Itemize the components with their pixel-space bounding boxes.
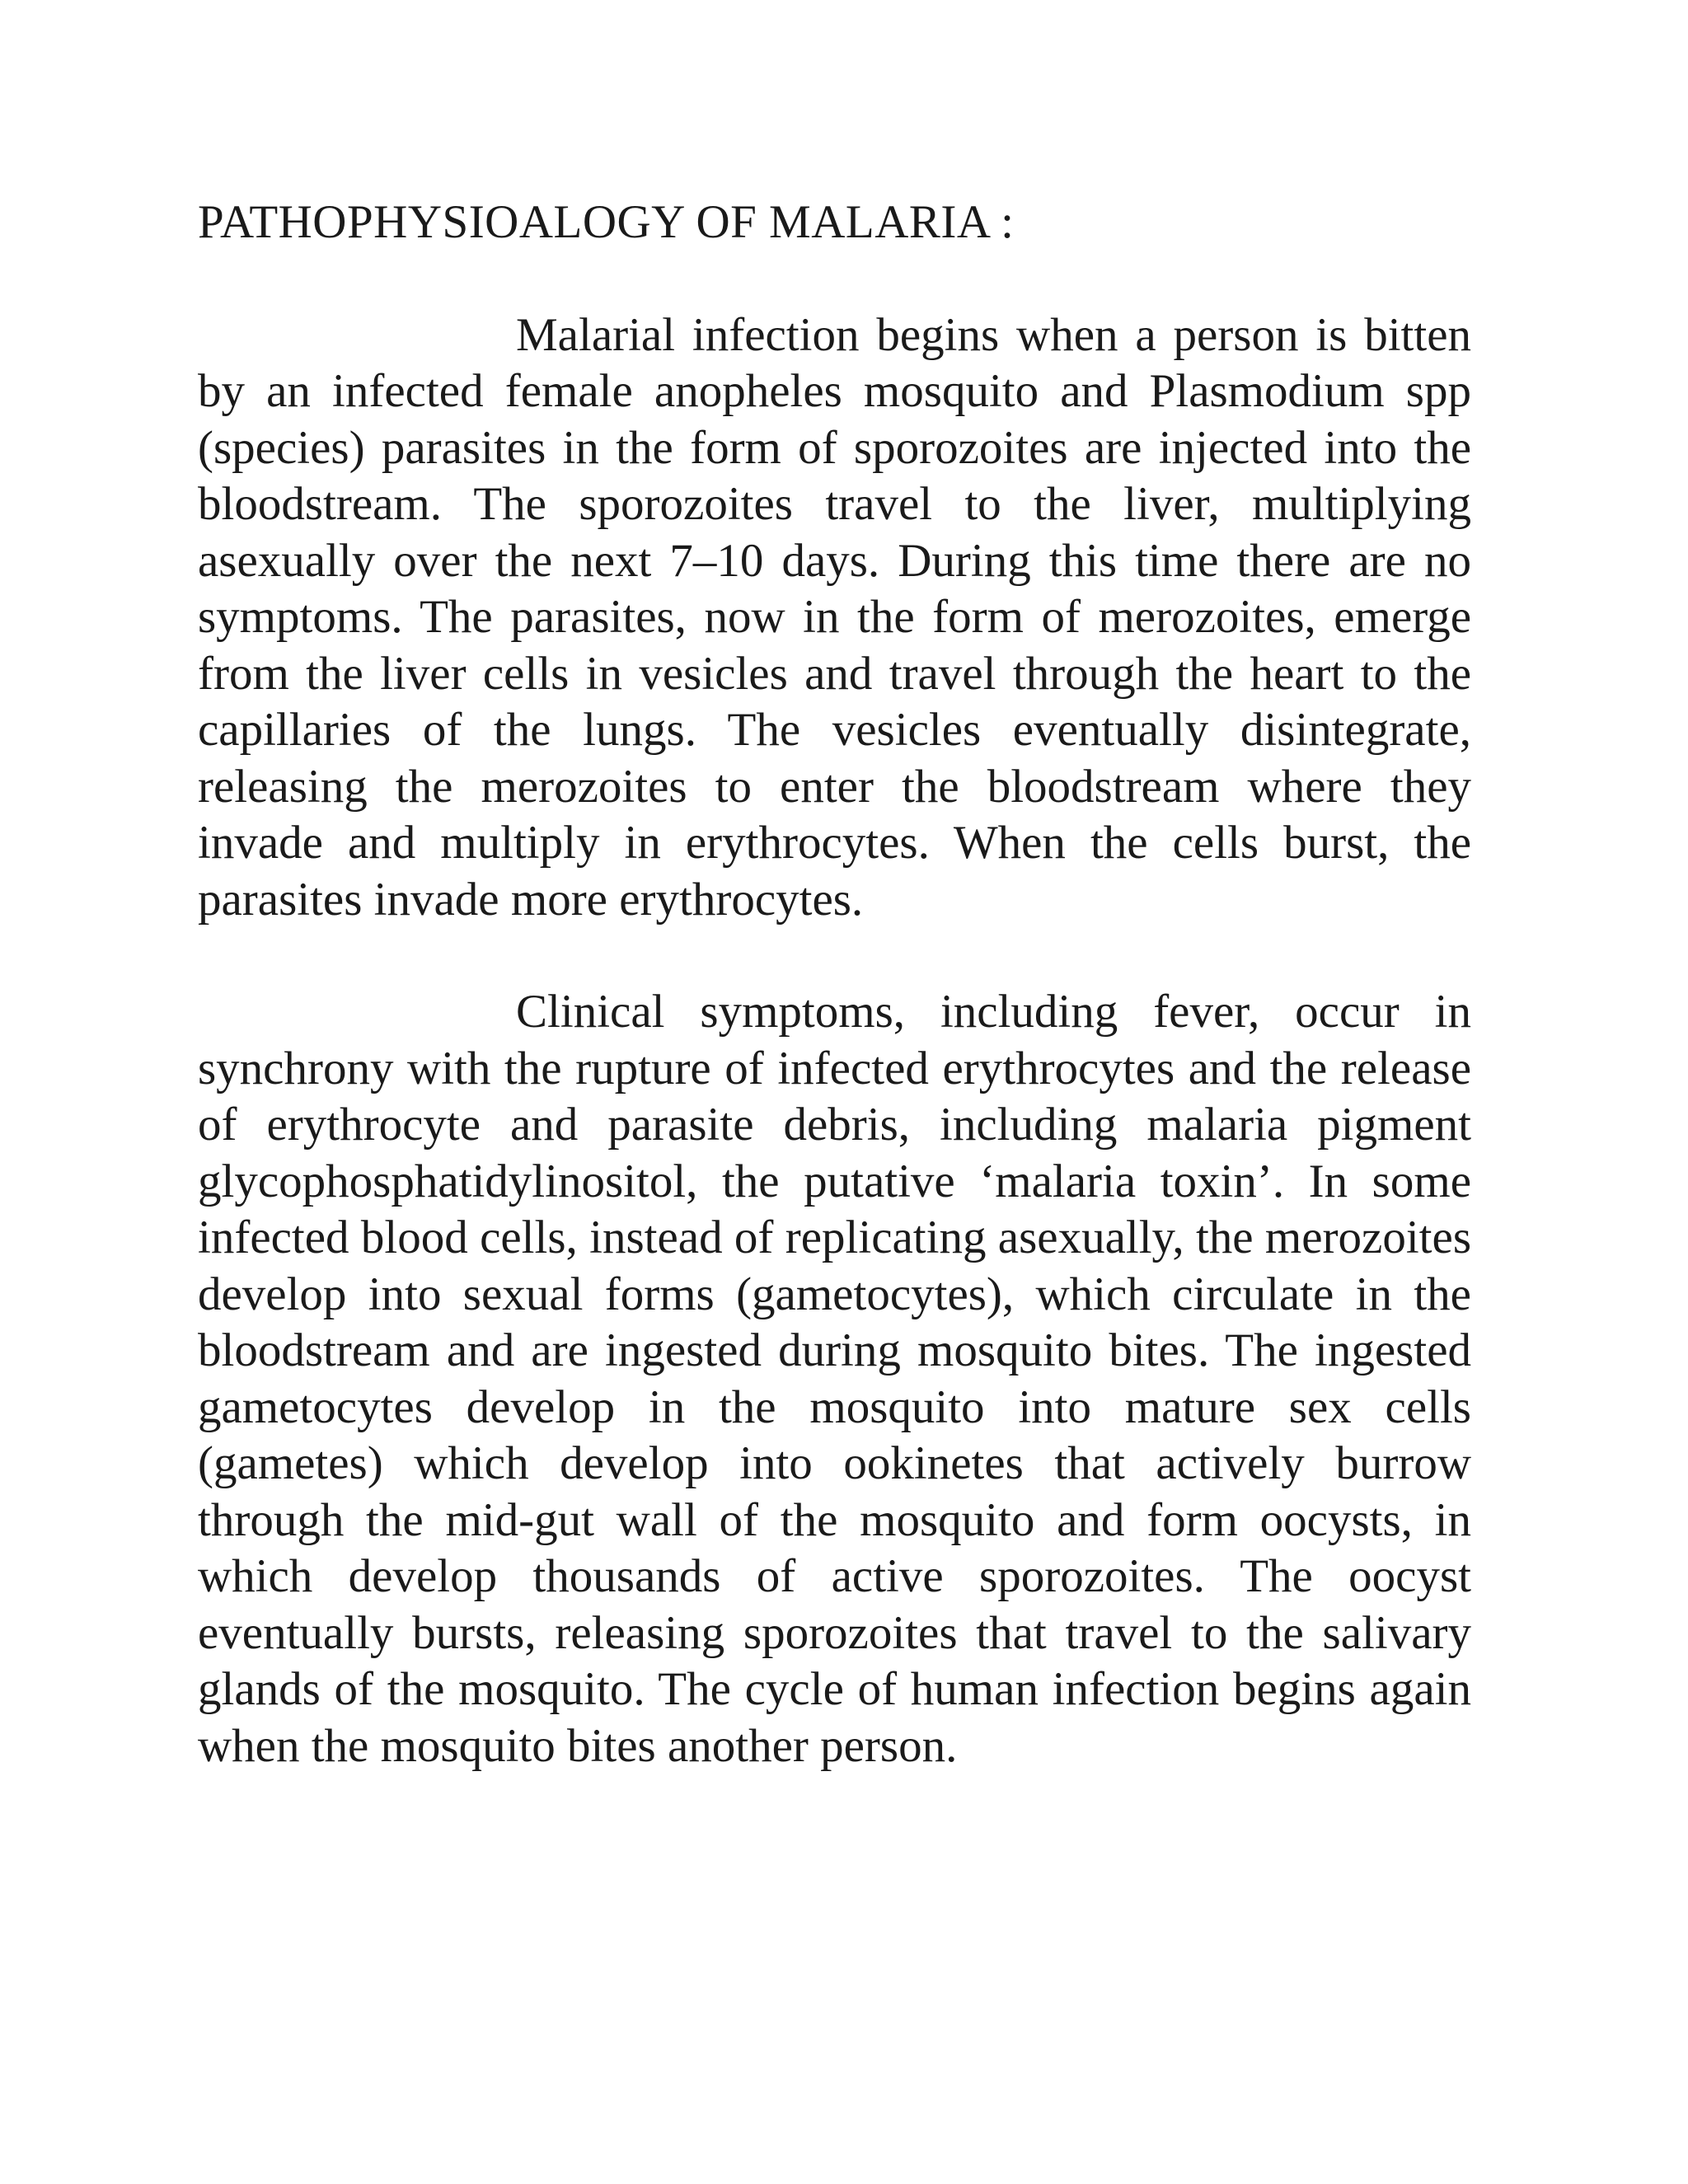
paragraph-infection-cycle: Malarial infection begins when a person is bitten by an infected female anopheles mosquito and Plasmodium spp (species) parasites in the form of sporozoites are injected into the bloodstream. The sporozoites travel to the liver, multiplying asexually over the next 7–10 days. During this time there are no symptoms. The parasites, now in the form of merozoites, emerge from the liver cells in vesicles and travel through the heart to the capillaries of the lungs. The vesicles eventually disintegrate, releasing the merozoites to enter the bloodstream where they invade and multiply in erythrocytes. When the cells burst, the parasites invade more erythrocytes. xyxy=(198,308,1471,926)
document-body xyxy=(198,194,1471,1774)
document-title: PATHOPHYSIOALOGY OF MALARIA : xyxy=(198,196,1015,248)
paragraph-clinical-symptoms: Clinical symptoms, including fever, occur in synchrony with the rupture of infected erythrocytes and the release of erythrocyte and parasite debris, including malaria pigment glycophosphatidylinositol, the putative ‘malaria toxin’. In some infected blood cells, instead of replicating asexually, the merozoites develop into sexual forms (gametocytes), which circulate in the bloodstream and are ingested during mosquito bites. The ingested gametocytes develop in the mosquito into mature sex cells (gametes) which develop into ookinetes that actively burrow through the mid-gut wall of the mosquito and form oocysts, in which develop thousands of active sporozoites. The oocyst eventually bursts, releasing sporozoites that travel to the salivary glands of the mosquito. The cycle of human infection begins again when the mosquito bites another person. xyxy=(198,986,1471,1772)
